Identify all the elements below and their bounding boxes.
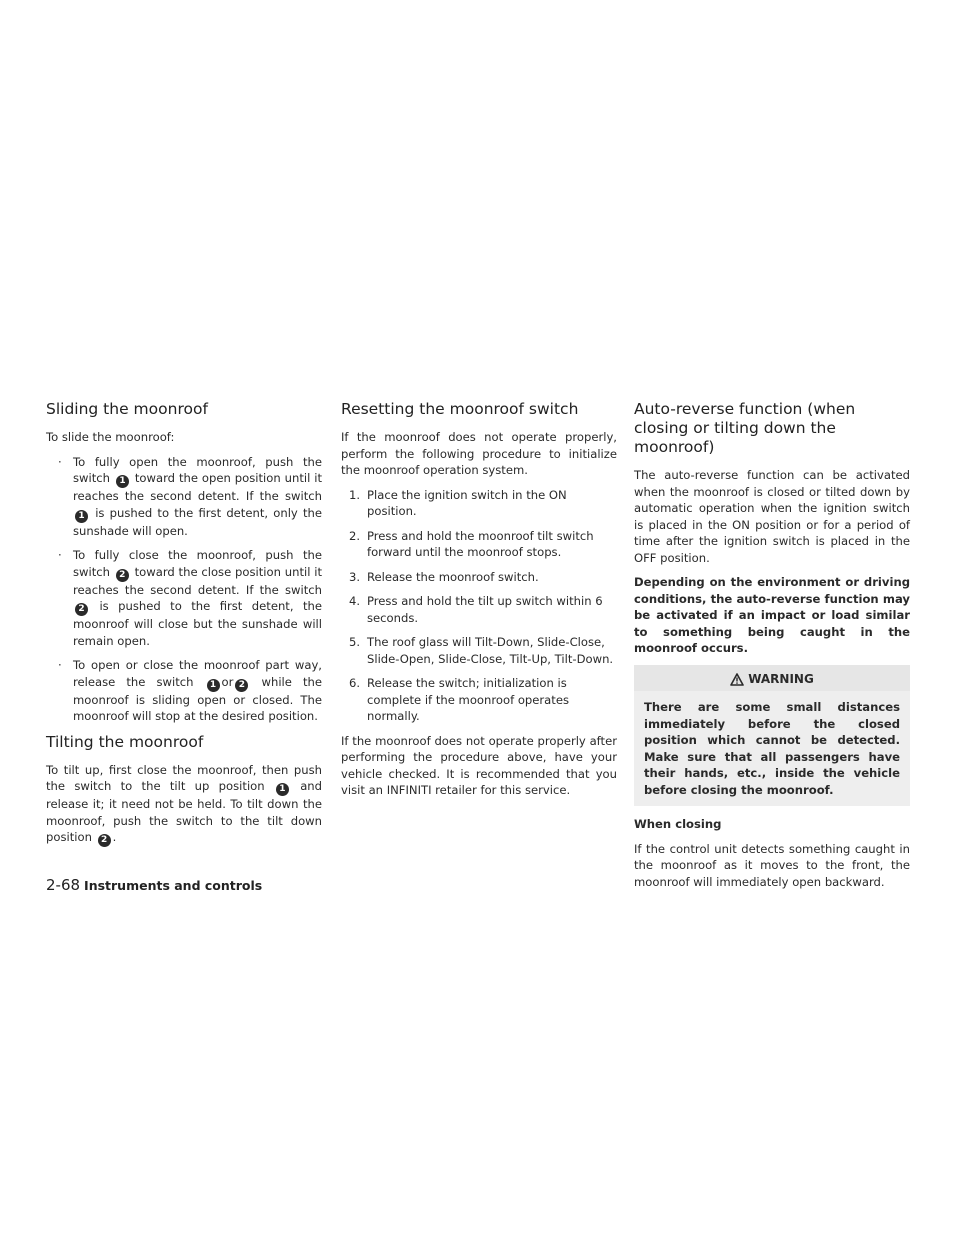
resetting-followup: If the moonroof does not operate properly after performing the procedure above, have your vehicle checked. It is recommended that you visit an INFINITI retailer for this service. xyxy=(341,733,617,797)
switch-2-icon: 2 xyxy=(116,569,129,582)
auto-reverse-note: Depending on the environment or driving conditions, the auto-reverse function may be activated if an impact or load similar to something being caught in the moonroof occurs. xyxy=(634,575,910,655)
column-2 xyxy=(341,400,617,807)
switch-2-icon: 2 xyxy=(235,679,248,692)
switch-1-icon: 1 xyxy=(207,679,220,692)
step-item: 6. Release the switch; initialization is complete if the moonroof operates normally. xyxy=(349,676,570,723)
reset-steps-list xyxy=(341,487,617,725)
switch-1-icon: 1 xyxy=(75,510,88,523)
sliding-intro: To slide the moonroof: xyxy=(46,430,175,444)
switch-1-icon: 1 xyxy=(276,783,289,796)
step-item: 3. Release the moonroof switch. xyxy=(349,569,539,584)
warning-text: There are some small distances immediately before the closed position which cannot be detected. Make sure that all passengers have their hands, etc., inside the vehicle before closing the moonroof. xyxy=(634,691,910,806)
column-1 xyxy=(46,400,322,855)
page-number: 2-68 xyxy=(46,876,81,894)
section-heading-resetting: Resetting the moonroof switch xyxy=(341,400,579,418)
when-closing-paragraph: If the control unit detects something caught in the moonroof as it moves to the front, the moonroof will immediately open backward. xyxy=(634,841,910,889)
bullet-open: · To fully open the moonroof, push the switch 1 toward the open position until it reaches the second detent. If the switch 1 is pushed to the first detent, only the sunshade will open. xyxy=(58,454,323,538)
warning-triangle-icon xyxy=(730,673,744,686)
switch-2-icon: 2 xyxy=(98,834,111,847)
chapter-title: Instruments and controls xyxy=(84,878,263,893)
section-heading-tilting: Tilting the moonroof xyxy=(46,732,204,751)
step-item: 4. Press and hold the tilt up switch within 6 seconds. xyxy=(349,594,603,625)
step-item: 5. The roof glass will Tilt-Down, Slide-Close, Slide-Open, Slide-Close, Tilt-Up, Tilt-Down. xyxy=(349,635,614,666)
bullet-partway: · To open or close the moonroof part way, release the switch 1 or 2 while the moonroof is sliding open or closed. The moonroof will stop at the desired position. xyxy=(58,658,323,723)
switch-1-icon: 1 xyxy=(116,475,129,488)
subheading-when-closing: When closing xyxy=(634,817,722,831)
section-heading-sliding: Sliding the moonroof xyxy=(46,400,208,418)
warning-header xyxy=(634,665,910,692)
resetting-intro: If the moonroof does not operate properly, perform the following procedure to initialize the moonroof operation system. xyxy=(341,430,617,477)
warning-title: WARNING xyxy=(748,671,814,686)
tilting-paragraph: To tilt up, first close the moonroof, then push the switch to the tilt up position 1 and release it; it need not be held. To tilt down the moonroof, push the switch to the tilt down position 2 . xyxy=(46,762,323,845)
sliding-bullet-list xyxy=(46,454,322,725)
column-3 xyxy=(634,400,910,898)
step-item: 1. Place the ignition switch in the ON position. xyxy=(349,487,567,518)
switch-2-icon: 2 xyxy=(75,603,88,616)
auto-reverse-paragraph: The auto-reverse function can be activated when the moonroof is closed or tilted down by automatic operation when the ignition switch is placed in the ON position or for a period of time after the ignition switch is placed in the OFF position. xyxy=(634,468,910,565)
section-heading-auto-reverse: Auto-reverse function (when closing or tilting down the moonroof) xyxy=(634,400,856,456)
warning-box xyxy=(634,665,910,807)
page-footer xyxy=(46,876,262,894)
step-item: 2. Press and hold the moonroof tilt switch forward until the moonroof stops. xyxy=(349,528,594,559)
bullet-close: · To fully close the moonroof, push the switch 2 toward the close position until it reaches the second detent. If the switch 2 is pushed to the first detent, the moonroof will close but the sunshade will remain open. xyxy=(58,548,322,648)
